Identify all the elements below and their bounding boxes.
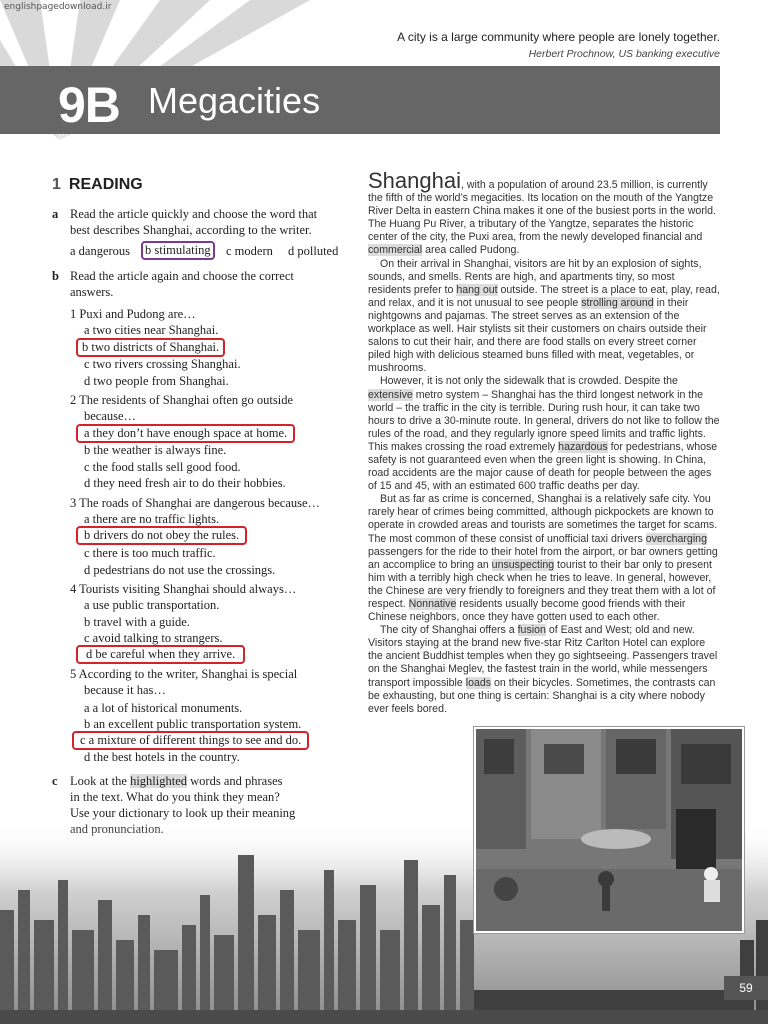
answer-option[interactable]: a there are no traffic lights.: [84, 512, 220, 526]
highlighted-word: loads: [465, 676, 492, 689]
task-b-instruction-2: answers.: [70, 285, 114, 299]
task-c-text: words and phrases: [187, 774, 283, 788]
article-text: On their arrival in Shanghai, visitors are hit by an explosion of sights, sounds, and smells. Rents are high, and apartments tiny, so most residents prefer to: [368, 257, 702, 296]
task-c-line-3: Use your dictionary to look up their meaning: [70, 806, 296, 820]
answer-option[interactable]: c there is too much traffic.: [84, 546, 216, 560]
answer-option[interactable]: d pedestrians do not use the crossings.: [84, 563, 276, 577]
article-text: on their bicycles. Sometimes, the contrasts can be exhausting, but one thing is certain: Shanghai is a city where nobody ever feels bored.: [368, 676, 716, 715]
answer-option[interactable]: c two rivers crossing Shanghai.: [84, 357, 241, 371]
answer-option[interactable]: a a lot of historical monuments.: [84, 701, 243, 715]
answer-option[interactable]: b travel with a guide.: [84, 615, 190, 629]
answer-option[interactable]: d they need fresh air to do their hobbies.: [84, 476, 286, 490]
section-heading: [52, 176, 143, 194]
watermark: englishpagedownload.ir: [4, 2, 112, 12]
task-a-label: a: [52, 207, 59, 221]
task-b-label: b: [52, 269, 59, 283]
section-title: READING: [68, 176, 143, 193]
article-text: , with a population of around 23.5 million, is currently the fifth of the world’s megacities. Its location on the mouth of the Yangtze River Delta in eastern China makes it one of the busiest ports in the world. The Huang Pu River, a tributary of the Yangtze, separates the historic center of the city, the Puxi area, from the newly developed financial and: [368, 179, 717, 244]
article-paragraph: [368, 493, 720, 624]
quote-text: A city is a large community where people are lonely together.: [397, 30, 720, 44]
answer-option[interactable]: a use public transportation.: [84, 598, 220, 612]
article-paragraph: [368, 170, 720, 258]
street-photo: [474, 727, 744, 933]
question-4-stem: 4 Tourists visiting Shanghai should always…: [70, 582, 297, 596]
unit-code: 9B: [58, 77, 120, 133]
task-a-option[interactable]: d polluted: [288, 244, 339, 258]
answer-option[interactable]: b the weather is always fine.: [84, 443, 227, 457]
task-a-instruction-1: Read the article quickly and choose the word that: [70, 207, 318, 221]
answer-option[interactable]: b an excellent public transportation system.: [84, 717, 302, 731]
task-c-highlight: highlighted: [130, 774, 188, 788]
highlighted-word: strolling around: [581, 296, 654, 309]
task-a-option[interactable]: c modern: [226, 244, 273, 258]
article-text: for pedestrians, whose safety is not guaranteed even when the green light is showing. In China, road accidents are the major cause of death for people between the ages of 15 and 45, with an estimated 600 traffic deaths per day.: [368, 440, 718, 493]
highlighted-word: commercial: [368, 244, 423, 257]
article-paragraph: [368, 375, 720, 493]
question-2-stem-cont: because…: [84, 409, 137, 423]
answer-option[interactable]: c avoid talking to strangers.: [84, 631, 223, 645]
highlighted-word: fusion: [517, 624, 546, 637]
highlighted-word: overcharging: [645, 532, 707, 545]
epigraph: [397, 30, 720, 60]
task-a-instruction-2: best describes Shanghai, according to the writer.: [70, 223, 312, 237]
section-number: 1: [52, 176, 61, 193]
highlighted-word: hazardous: [558, 440, 608, 453]
answer-option-selected[interactable]: b drivers do not obey the rules.: [76, 526, 247, 545]
answer-option[interactable]: d two people from Shanghai.: [84, 374, 229, 388]
article-paragraph: [368, 258, 720, 376]
article-text: The city of Shanghai offers a: [380, 624, 518, 637]
question-5-stem: 5 According to the writer, Shanghai is special: [70, 667, 298, 681]
highlighted-word: Nonnative: [408, 598, 457, 610]
answer-option-selected[interactable]: c a mixture of different things to see and do.: [72, 731, 309, 750]
street-photo-graphic: [476, 729, 742, 931]
question-3-stem: 3 The roads of Shanghai are dangerous because…: [70, 496, 321, 510]
article-text: metro system – Shanghai has the third longest network in the world – the traffic in the city is terrible. During rush hour, it can take two hours to drive a 30-minute route. In general, drivers do not like to follow the rules of the road, and they regularly ignore speed limits and traffic lights. This makes crossing the road extremely: [368, 388, 720, 453]
highlighted-word: unsuspecting: [491, 558, 555, 571]
article-text: area called Pudong.: [422, 244, 520, 257]
task-c-text: Look at the: [70, 774, 131, 788]
answer-option-selected[interactable]: d be careful when they arrive.: [76, 645, 245, 664]
answer-option[interactable]: c the food stalls sell good food.: [84, 460, 241, 474]
quote-author: Herbert Prochnow, US banking executive: [528, 48, 720, 60]
article-text: residents usually become good friends with their Chinese neighbors, once they have gotten used to each other.: [368, 598, 686, 624]
article-paragraph: [368, 624, 720, 716]
question-2-stem: 2 The residents of Shanghai often go outside: [70, 393, 293, 407]
task-c-line-2: in the text. What do you think they mean?: [70, 790, 280, 804]
article-text: However, it is not only the sidewalk that is crowded. Despite the: [380, 375, 678, 388]
article-text: passengers for the ride to their hotel from the airport, or bar owners getting an accomplice to bring an: [368, 545, 718, 571]
article-title-word: Shanghai: [368, 168, 461, 193]
question-5-stem-cont: because it has…: [84, 683, 166, 697]
answer-option[interactable]: d the best hotels in the country.: [84, 750, 240, 764]
article-text: tourist to their bar only to present him with a terribly high check when he tries to leave. In general, however, the Chinese are very friendly to foreigners and they treat them with a lot of respect.: [368, 558, 716, 610]
article-text: But as far as crime is concerned, Shanghai is a relatively safe city. You rarely hear of crimes being committed, although pickpockets are known to operate in crowded areas and tourists are sometimes the target for scams. The most common of these consist of unofficial taxi drivers: [368, 493, 718, 545]
task-c-label: c: [52, 774, 58, 788]
article-text: of East and West; old and new. Visitors staying at the brand new five-star Ritz Carlton Hotel can explore the ancient Buddhist temples when they go sightseeing. Passengers travel on the Shanghai Meglev, the fastest train in the world, while messengers transport impossible: [368, 624, 718, 689]
task-a-option[interactable]: a dangerous: [70, 244, 131, 258]
article-text: in their nightgowns and pajamas. The street serves as an extension of the workplace as well. Hair stylists sit their customers on chairs outside their salons to cut their hair, and there are food stalls on every street corner piled high with delicious steamed buns filled with meat, vegetables, or mushrooms.: [368, 296, 707, 375]
answer-option-selected[interactable]: b two districts of Shanghai.: [76, 338, 225, 357]
unit-title: Megacities: [148, 80, 321, 121]
answer-option-selected[interactable]: a they don’t have enough space at home.: [76, 424, 295, 443]
task-c-line-1: [70, 773, 282, 790]
task-b-instruction-1: Read the article again and choose the correct: [70, 269, 294, 283]
page-number: 59: [724, 976, 768, 1000]
task-a-option-selected[interactable]: b stimulating: [141, 241, 215, 260]
article-text: outside. The street is a place to eat, play, read, and relax, and it is not unusual to see people: [368, 283, 720, 309]
highlighted-word: extensive: [368, 388, 413, 401]
highlighted-word: hang out: [456, 283, 498, 296]
question-1-stem: 1 Puxi and Pudong are…: [70, 307, 196, 321]
answer-option[interactable]: a two cities near Shanghai.: [84, 323, 219, 337]
article-body: [368, 170, 720, 716]
